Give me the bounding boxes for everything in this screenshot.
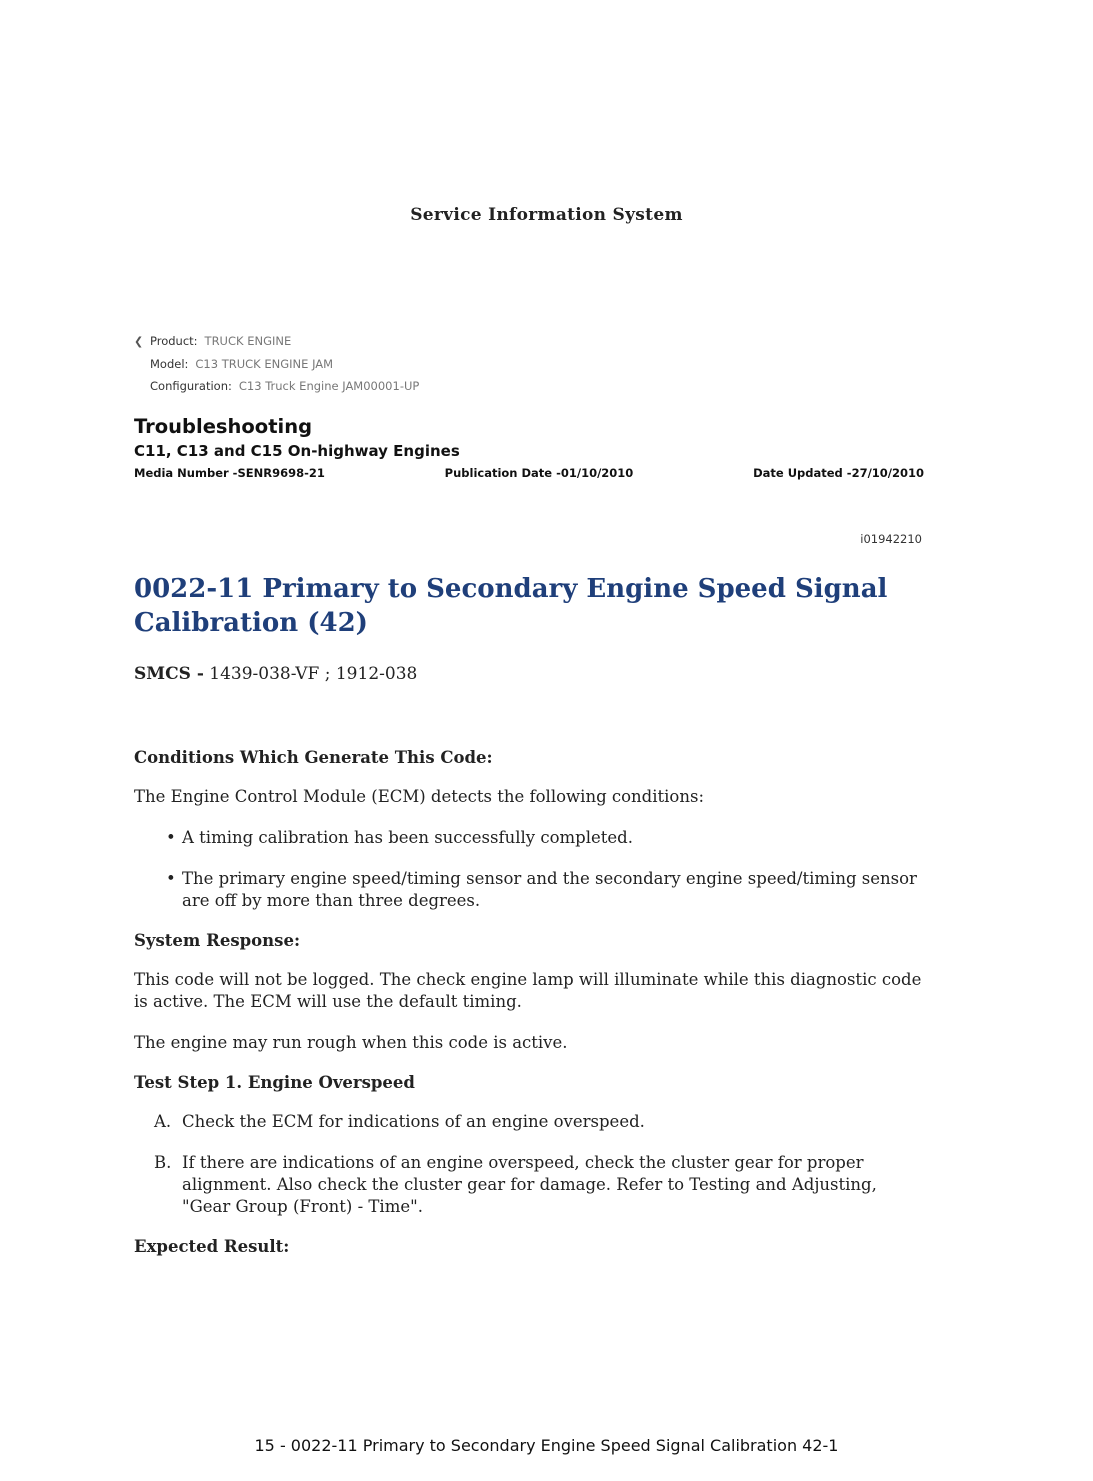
publication-header [134, 414, 924, 480]
conditions-intro: The Engine Control Module (ECM) detects the following conditions: [134, 787, 705, 806]
smcs-line [134, 664, 924, 684]
product-row [134, 330, 419, 353]
step-letter: B. [154, 1153, 172, 1172]
publication-date: Publication Date -01/10/2010 [444, 466, 634, 480]
conditions-heading: Conditions Which Generate This Code: [134, 748, 493, 767]
document-id: i01942210 [860, 532, 922, 546]
list-item [134, 1111, 924, 1133]
step-letter: A. [154, 1112, 172, 1131]
smcs-label: SMCS - [134, 664, 204, 684]
publication-subtitle: C11, C13 and C15 On-highway Engines [134, 442, 460, 460]
product-value: TRUCK ENGINE [204, 334, 292, 348]
system-response-heading: System Response: [134, 931, 301, 950]
system-response-paragraph: The engine may run rough when this code is active. [134, 1033, 568, 1052]
product-label: Product: [150, 334, 198, 348]
smcs-value: 1439-038-VF ; 1912-038 [203, 664, 418, 684]
configuration-label: Configuration: [150, 379, 232, 393]
model-row [134, 353, 419, 375]
date-updated: Date Updated -27/10/2010 [753, 466, 924, 480]
model-value: C13 TRUCK ENGINE JAM [195, 357, 334, 371]
bullet-icon: • [166, 869, 176, 888]
conditions-list [134, 827, 924, 912]
list-item: • The primary engine speed/timing sensor and the secondary engine speed/timing sensor are off by more than three degrees. [166, 869, 917, 910]
configuration-row [134, 375, 419, 397]
product-info [134, 330, 419, 397]
document-title: 0022-11 Primary to Secondary Engine Speed Signal Calibration (42) [134, 574, 888, 638]
chevron-left-icon[interactable]: ❮ [134, 335, 144, 348]
expected-result-heading: Expected Result: [134, 1237, 290, 1256]
system-response-paragraph: This code will not be logged. The check engine lamp will illuminate while this diagnostic code is active. The ECM will use the default timing. [134, 970, 922, 1011]
publication-info-row [134, 466, 924, 480]
media-number: Media Number -SENR9698-21 [134, 466, 325, 480]
configuration-value: C13 Truck Engine JAM00001-UP [238, 379, 420, 393]
document-body [134, 572, 924, 1256]
list-item [134, 1152, 924, 1218]
bullet-icon: • [166, 828, 176, 847]
test-step-list [134, 1111, 924, 1218]
list-item: • A timing calibration has been successfully completed. [166, 828, 633, 847]
step-text: Check the ECM for indications of an engine overspeed. [182, 1112, 645, 1131]
publication-category: Troubleshooting [134, 415, 313, 438]
page-footer: 15 - 0022-11 Primary to Secondary Engine Speed Signal Calibration 42-1 [254, 1436, 839, 1455]
step-text: If there are indications of an engine overspeed, check the cluster gear for proper alignment. Also check the cluster gear for damage. Refer to Testing and Adjusting, "Gear Group (Front) - Time". [182, 1153, 877, 1216]
test-step-heading: Test Step 1. Engine Overspeed [134, 1073, 415, 1092]
system-title: Service Information System [410, 205, 683, 225]
model-label: Model: [150, 357, 189, 371]
